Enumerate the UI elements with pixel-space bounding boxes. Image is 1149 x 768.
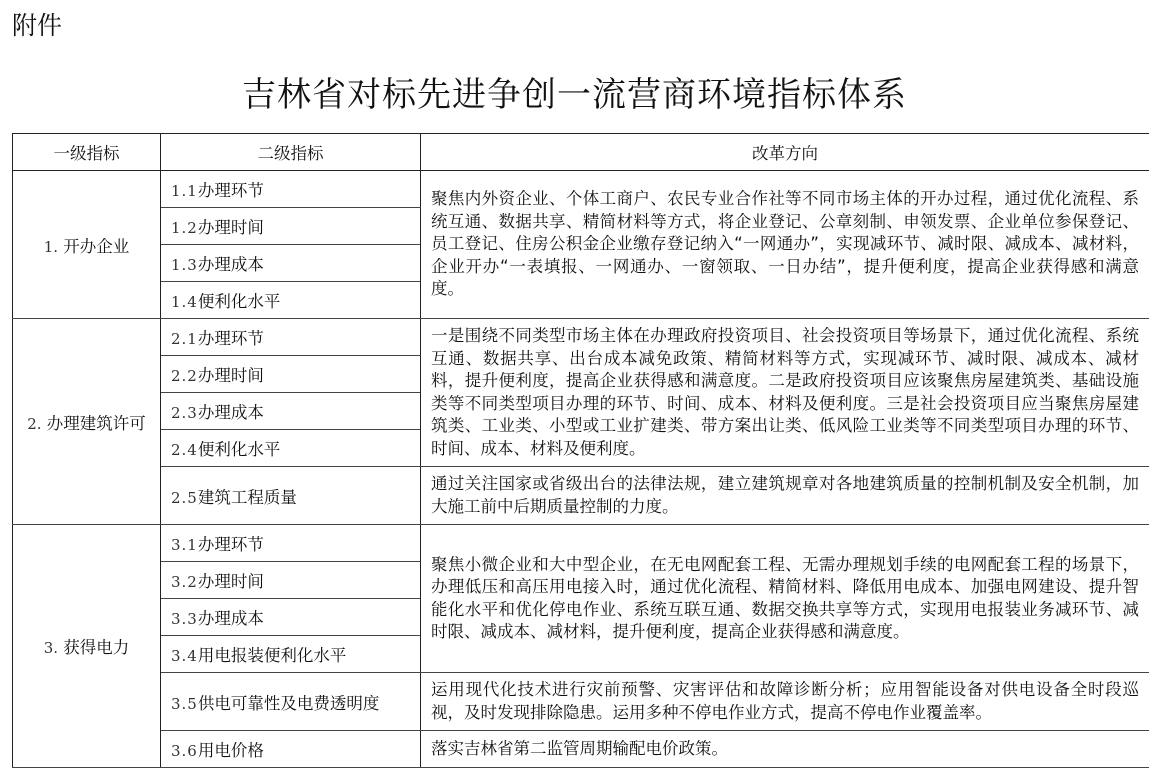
direction-cell: 聚焦内外资企业、个体工商户、农民专业合作社等不同市场主体的开办过程，通过优化流程、系统互通、数据共享、精简材料等方式，将企业登记、公章刻制、申领发票、企业单位参保登记、员工登记、住房公积金企业缴存登记纳入“一网通办”，实现减环节、减时限、减成本、减材料，企业开办“一表填报、一网通办、一窗领取、一日办结”，提升便利度，提高企业获得感和满意度。 [421, 171, 1149, 319]
level2-label: 办理环节 [198, 535, 264, 554]
level2-cell [161, 208, 421, 245]
table-row [13, 319, 1149, 356]
level2-number: 2.4 [171, 441, 198, 459]
direction-cell: 通过关注国家或省级出台的法律法规，建立建筑规章对各地建筑质量的控制机制及安全机制，加大施工前中后期质量控制的力度。 [421, 467, 1149, 525]
level2-cell [161, 171, 421, 208]
level2-cell [161, 282, 421, 319]
level2-number: 3.2 [171, 573, 198, 591]
level1-cell [13, 319, 161, 525]
level2-label: 便利化水平 [198, 292, 281, 311]
level2-cell [161, 393, 421, 430]
level2-number: 3.5 [171, 695, 198, 713]
level2-cell [161, 673, 421, 731]
level2-cell [161, 319, 421, 356]
level2-cell [161, 467, 421, 525]
level1-cell [13, 171, 161, 319]
table-row [13, 467, 1149, 525]
column-header-direction: 改革方向 [421, 134, 1149, 171]
indicator-table [12, 133, 1149, 768]
level1-name: 获得电力 [63, 638, 129, 657]
direction-cell: 一是围绕不同类型市场主体在办理政府投资项目、社会投资项目等场景下，通过优化流程、系统互通、数据共享、出台成本减免政策、精简材料等方式，实现减环节、减时限、减成本、减材料，提升便利度，提高企业获得感和满意度。二是政府投资项目应该聚焦房屋建筑类、基础设施类等不同类型项目办理的环节、时间、成本、材料及便利度。三是社会投资项目应当聚焦房屋建筑类、工业类、小型或工业扩建类、带方案出让类、低风险工业类等不同类型项目办理的环节、时间、成本、材料及便利度。 [421, 319, 1149, 467]
column-header-level1: 一级指标 [13, 134, 161, 171]
level2-number: 1.1 [171, 182, 198, 200]
level2-number: 3.6 [171, 742, 198, 760]
level2-number: 2.1 [171, 330, 198, 348]
table-row [13, 171, 1149, 208]
level2-label: 办理成本 [198, 403, 264, 422]
level2-label: 用电报装便利化水平 [198, 646, 347, 665]
level2-label: 便利化水平 [198, 440, 281, 459]
level2-number: 2.3 [171, 404, 198, 422]
level2-number: 3.4 [171, 647, 198, 665]
level1-name: 开办企业 [63, 237, 129, 256]
level2-label: 用电价格 [198, 741, 264, 760]
table-row [13, 673, 1149, 731]
table-header-row [13, 134, 1149, 171]
level2-number: 2.5 [171, 489, 198, 507]
level1-cell [13, 525, 161, 768]
direction-cell: 聚焦小微企业和大中型企业，在无电网配套工程、无需办理规划手续的电网配套工程的场景下，办理低压和高压用电接入时，通过优化流程、精简材料、降低用电成本、加强电网建设、提升智能化水平和优化停电作业、系统互联互通、数据交换共享等方式，实现用电报装业务减环节、减时限、减成本、减材料，提升便利度，提高企业获得感和满意度。 [421, 525, 1149, 673]
level2-cell [161, 731, 421, 768]
level2-number: 3.1 [171, 536, 198, 554]
table-row [13, 731, 1149, 768]
level1-name: 办理建筑许可 [47, 414, 146, 433]
level2-cell [161, 356, 421, 393]
level2-label: 办理环节 [198, 329, 264, 348]
level2-number: 2.2 [171, 367, 198, 385]
level1-number: 2. [27, 415, 41, 433]
level2-label: 办理时间 [198, 218, 264, 237]
level2-label: 办理环节 [198, 181, 264, 200]
level2-label: 办理成本 [198, 609, 264, 628]
level2-number: 1.4 [171, 293, 198, 311]
level2-label: 办理成本 [198, 255, 264, 274]
table-row [13, 525, 1149, 562]
level2-cell [161, 430, 421, 467]
level1-number: 1. [44, 238, 58, 256]
level2-number: 1.2 [171, 219, 198, 237]
direction-cell: 运用现代化技术进行灾前预警、灾害评估和故障诊断分析；应用智能设备对供电设备全时段巡视，及时发现排除隐患。运用多种不停电作业方式，提高不停电作业覆盖率。 [421, 673, 1149, 731]
level2-cell [161, 562, 421, 599]
level2-number: 1.3 [171, 256, 198, 274]
level2-label: 办理时间 [198, 366, 264, 385]
level2-cell [161, 525, 421, 562]
column-header-level2: 二级指标 [161, 134, 421, 171]
direction-cell: 落实吉林省第二监管周期输配电价政策。 [421, 731, 1149, 768]
level2-number: 3.3 [171, 610, 198, 628]
level2-cell [161, 636, 421, 673]
level2-label: 供电可靠性及电费透明度 [198, 694, 380, 713]
level2-cell [161, 599, 421, 636]
annex-label: 附件 [12, 10, 62, 42]
level2-cell [161, 245, 421, 282]
level2-label: 建筑工程质量 [198, 488, 297, 507]
document-title: 吉林省对标先进争创一流营商环境指标体系 [0, 70, 1149, 120]
level2-label: 办理时间 [198, 572, 264, 591]
level1-number: 3. [44, 639, 58, 657]
